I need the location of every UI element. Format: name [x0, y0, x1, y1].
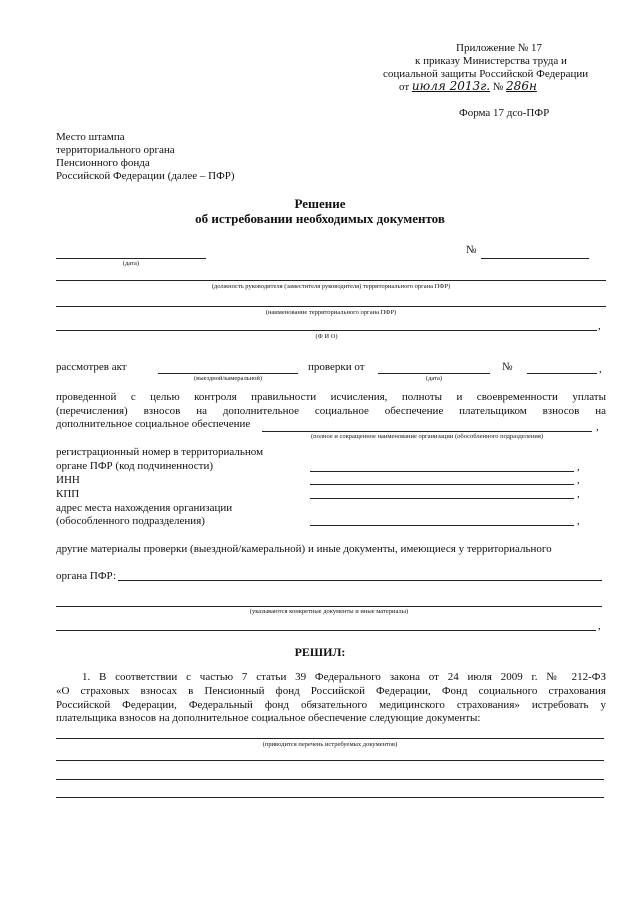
documents-list-line-2[interactable]	[56, 760, 604, 761]
position-field-line[interactable]	[56, 280, 606, 281]
decision-line-3: Российской Федерации, Федеральный фонд обязательного медицинского страхования» истребовать у	[56, 699, 606, 711]
address-label-1: адрес места нахождения организации	[56, 502, 233, 514]
materials-field-line-3[interactable]	[56, 630, 596, 631]
decision-heading: РЕШИЛ:	[294, 645, 346, 659]
position-caption: (должность руководителя (заместителя руководителя) территориального органа ПФР)	[211, 283, 451, 290]
documents-list-line-3[interactable]	[56, 779, 604, 780]
document-title: Решение	[294, 196, 346, 211]
address-field-line[interactable]	[310, 525, 574, 526]
paragraph-line-1: проведенной с целью контроля правильности исчисления, полноты и своевременности уплаты	[56, 391, 606, 403]
paragraph-comma: ,	[596, 421, 599, 433]
materials-caption: (указываются конкретные документы и иные материалы)	[249, 608, 409, 615]
date-caption: (дата)	[122, 260, 140, 267]
registration-label-1: регистрационный номер в территориальном	[56, 446, 264, 458]
date-field-line[interactable]	[56, 258, 206, 259]
inn-label: ИНН	[56, 474, 80, 486]
act-date-caption: (дата)	[425, 375, 443, 382]
document-subtitle: об истребовании необходимых документов	[195, 211, 445, 226]
materials-line-2: органа ПФР:	[56, 570, 117, 582]
fio-caption: (Ф И О)	[315, 333, 338, 340]
act-type-field-line[interactable]	[158, 373, 298, 374]
kpp-label: КПП	[56, 488, 80, 500]
date-prefix: от	[399, 81, 410, 93]
materials-line-1: другие материалы проверки (выездной/камеральной) и иные документы, имеющиеся у территориального	[56, 543, 552, 555]
handwritten-date: июля 2013г.	[411, 79, 491, 93]
decision-line-1: 1. В соответствии с частью 7 статьи 39 Федерального закона от 24 июля 2009 г. № 212-ФЗ	[82, 671, 606, 683]
registration-label-2: органе ПФР (код подчиненности)	[56, 460, 214, 472]
handwritten-number: 286н	[506, 79, 537, 93]
fio-comma: ,	[598, 320, 601, 332]
act-number-field-line[interactable]	[527, 373, 597, 374]
address-comma: ,	[577, 515, 580, 527]
org-name-caption: (наименование территориального органа ПФР)	[265, 309, 397, 316]
decision-line-2: «О страховых взносах в Пенсионный фонд Российской Федерации, Фонд социального страхования	[56, 685, 606, 697]
ministry-name: социальной защиты Российской Федерации	[383, 68, 589, 80]
fio-field-line[interactable]	[56, 330, 597, 331]
decision-line-4: плательщика взносов на дополнительное социальное обеспечение следующие документы:	[56, 712, 481, 724]
inspection-from-label: проверки от	[308, 361, 365, 373]
act-comma: ,	[599, 363, 602, 375]
stamp-line-3: Пенсионного фонда	[56, 157, 150, 169]
inn-field-line[interactable]	[310, 484, 574, 485]
inn-comma: ,	[577, 474, 580, 486]
materials-field-line-2[interactable]	[56, 606, 602, 607]
materials-comma: ,	[598, 620, 601, 632]
registration-comma: ,	[577, 461, 580, 473]
form-name: Форма 17 дсо-ПФР	[459, 107, 550, 119]
organization-caption: (полное и сокращенное наименование организации (обособленного подразделения)	[310, 433, 543, 440]
number-prefix: №	[492, 81, 504, 93]
order-date-line	[399, 80, 537, 94]
documents-list-line-4[interactable]	[56, 797, 604, 798]
documents-list-caption: (приводится перечень истребуемых документов)	[262, 741, 398, 748]
organization-name-field-line[interactable]	[262, 431, 592, 432]
act-number-sign: №	[502, 361, 513, 373]
stamp-line-4: Российской Федерации (далее – ПФР)	[56, 170, 235, 182]
materials-field-line-1[interactable]	[118, 580, 602, 581]
paragraph-line-3: дополнительное социальное обеспечение	[56, 418, 251, 430]
number-field-line[interactable]	[481, 258, 589, 259]
registration-number-field-line[interactable]	[310, 471, 574, 472]
act-date-field-line[interactable]	[378, 373, 490, 374]
appendix-number: Приложение № 17	[456, 42, 543, 54]
kpp-field-line[interactable]	[310, 498, 574, 499]
stamp-line-1: Место штампа	[56, 131, 125, 143]
considered-act-label: рассмотрев акт	[56, 361, 127, 373]
org-name-field-line[interactable]	[56, 306, 606, 307]
kpp-comma: ,	[577, 488, 580, 500]
act-type-caption: (выездной/камеральной)	[193, 375, 263, 382]
paragraph-line-2: (перечисления) взносов на дополнительное социальное обеспечение плательщиком взносов на	[56, 405, 606, 417]
address-label-2: (обособленного подразделения)	[56, 515, 205, 527]
documents-list-line-1[interactable]	[56, 738, 604, 739]
order-reference: к приказу Министерства труда и	[415, 55, 567, 67]
number-sign: №	[466, 244, 477, 256]
stamp-line-2: территориального органа	[56, 144, 175, 156]
